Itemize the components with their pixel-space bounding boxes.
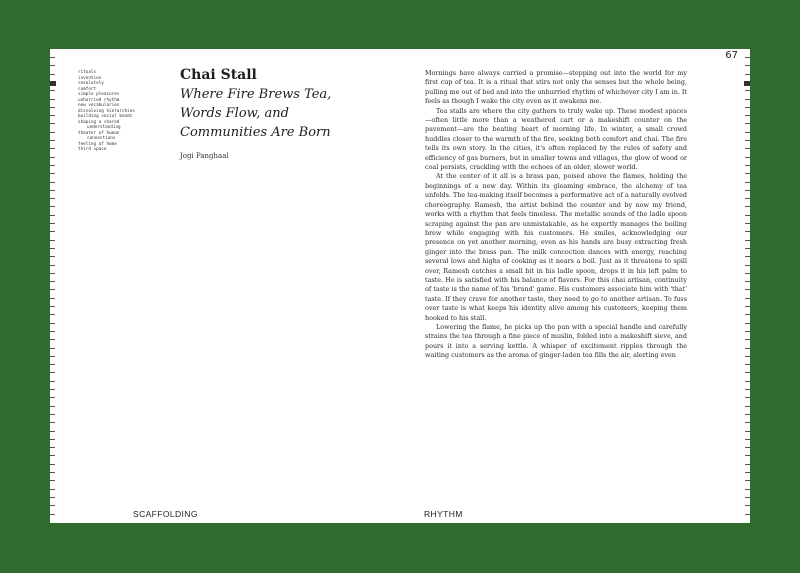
ruler-tick	[50, 472, 55, 473]
ruler-tick	[745, 74, 750, 75]
ruler-tick	[745, 356, 750, 357]
keyword-item: simple pleasures	[78, 92, 120, 97]
keyword-item: building social bonds	[78, 114, 133, 119]
ruler-tick	[50, 505, 55, 506]
ruler-tick	[745, 182, 750, 183]
ruler-tick	[50, 231, 55, 232]
ruler-tick	[745, 148, 750, 149]
ruler-tick	[745, 298, 750, 299]
ruler-tick	[50, 389, 55, 390]
ruler-tick	[50, 414, 55, 415]
paragraph: Lowering the flame, he picks up the pan with a special handle and carefully strains the tea through a fine piece of muslin, folded into a makeshift sieve, and pours it into a serving kettle. A whisper of excitement ripples through the waiting customers as the aroma of ginger-laden tea fills the air, alerting even	[425, 322, 687, 360]
subtitle-line: Words Flow, and	[180, 106, 289, 121]
footer-chapter-label: RHYTHM	[424, 509, 463, 519]
ruler-tick	[745, 431, 750, 432]
ruler-tick	[745, 115, 750, 116]
ruler-tick	[745, 248, 750, 249]
ruler-tick	[50, 439, 55, 440]
ruler-tick	[50, 256, 55, 257]
ruler-tick	[50, 157, 55, 158]
ruler-tick	[50, 339, 55, 340]
ruler-tick	[745, 406, 750, 407]
ruler-tick	[50, 314, 55, 315]
ruler-tick	[50, 331, 55, 332]
ruler-tick	[50, 132, 55, 133]
ruler-tick	[50, 489, 55, 490]
keyword-item: comfort	[78, 86, 97, 92]
ruler-tick	[50, 406, 55, 407]
ruler-tick	[745, 190, 750, 191]
ruler-tick	[50, 190, 55, 191]
ruler-tick	[50, 248, 55, 249]
ruler-tick	[50, 173, 55, 174]
ruler-tick	[745, 57, 750, 58]
ruler-tick	[50, 464, 55, 465]
keyword-item: understanding	[87, 125, 121, 130]
ruler-tick	[745, 505, 750, 506]
ruler-tick	[745, 165, 750, 166]
book-spread	[50, 49, 750, 523]
ruler-tick	[745, 447, 750, 448]
ruler-tick	[745, 306, 750, 307]
keyword-item: connections	[87, 136, 116, 141]
subtitle-line: Communities Are Born	[180, 125, 331, 140]
body-text	[425, 69, 687, 361]
keyword-item: rituals	[78, 70, 97, 75]
keyword-item: shaping a shared	[78, 119, 120, 125]
ruler-tick	[745, 455, 750, 456]
paragraph: Tea stalls are where the city gathers to truly wake up. These modest spaces—often little more than a weathered cart or a makeshift counter on the pavement—are the beating heart of morning life. In winter, a small crowd huddles closer to the warmth of the fire, seeking both comfort and chai. The fire tells its own story. In the cities, it's often replaced by the rules of safety and efficiency of gas burners, but in smaller towns and villages, the glow of wood or coal persists, crackling with the echoes of an older, slower world.	[425, 106, 687, 172]
ruler-tick	[745, 132, 750, 133]
ruler-tick	[50, 348, 55, 349]
article-title: Chai Stall	[180, 67, 257, 83]
ruler-tick	[745, 107, 750, 108]
footer-section-label: SCAFFOLDING	[133, 509, 198, 519]
paragraph: Mornings have always carried a promise—stepping out into the world for my first cup of tea. It is a ritual that stirs not only the senses but the whole being, pulling me out of bed and into the unhurried rhythm of whichever city I am in. It feels as though I wake the city even as it awakens me.	[425, 69, 687, 106]
ruler-tick	[50, 148, 55, 149]
subtitle-line: Where Fire Brews Tea,	[180, 87, 332, 102]
right-margin-ruler	[744, 49, 750, 523]
ruler-tick	[745, 422, 750, 423]
ruler-tick	[745, 472, 750, 473]
ruler-tick	[745, 99, 750, 100]
keyword-item: resolutely	[78, 81, 104, 86]
left-margin-ruler	[50, 49, 56, 523]
ruler-tick	[50, 223, 55, 224]
ruler-tick	[745, 497, 750, 498]
ruler-tick	[50, 422, 55, 423]
ruler-tick	[50, 372, 55, 373]
ruler-tick	[50, 198, 55, 199]
ruler-tick	[745, 256, 750, 257]
ruler-tick	[50, 165, 55, 166]
ruler-tick	[745, 231, 750, 232]
ruler-tick	[745, 414, 750, 415]
ruler-tick	[50, 65, 55, 66]
ruler-tick	[745, 480, 750, 481]
ruler-tick	[50, 99, 55, 100]
author-name: Jogi Panghaal	[180, 152, 229, 160]
ruler-tick	[745, 289, 750, 290]
ruler-tick	[745, 273, 750, 274]
paragraph: At the center of it all is a brass pan, poised above the flames, holding the beginnings of a new day. Within its gleaming embrace, the alchemy of tea unfolds. The tea-making itself becomes a performative act of a naturally evolved choreography. Ramesh, the artist behind the counter and by now my friend, works with a rhythm that feels timeless. The metallic sounds of the ladle spoon scraping against the pan are unmistakable, as he expertly manages the boiling brew while engaging with his customers. He smiles, acknowledging our presence on yet another morning, even as his hands are busy extracting fresh ginger into the brass pan. The milk concoction dances with energy, reaching several lows and highs of cooking as it nears a boil. Just as it threatens to spill over, Ramesh catches a small bit in his ladle spoon, drops it in his left palm to taste. He is satisfied with his balance of flavors. For this chai artisan, continuity of taste is the name of his 'brand' game. His customers associate him with 'that' taste. If they crave for another taste, they need to go to another artisan. To fuss over taste is what keeps his identity alive among his customers, keeping them hooked to his stall.	[425, 172, 687, 322]
ruler-marker	[744, 81, 750, 86]
ruler-marker	[50, 81, 56, 86]
ruler-tick	[50, 289, 55, 290]
ruler-tick	[50, 480, 55, 481]
ruler-tick	[745, 464, 750, 465]
ruler-tick	[745, 65, 750, 66]
page-number: 67	[725, 50, 738, 61]
ruler-tick	[50, 306, 55, 307]
ruler-tick	[50, 281, 55, 282]
ruler-tick	[50, 364, 55, 365]
ruler-tick	[745, 439, 750, 440]
keyword-item: new vocabularies	[78, 103, 120, 108]
keyword-item: unhurried rhythm	[78, 97, 120, 103]
keyword-list	[78, 70, 173, 153]
ruler-tick	[50, 381, 55, 382]
ruler-tick	[50, 215, 55, 216]
ruler-tick	[745, 339, 750, 340]
ruler-tick	[50, 455, 55, 456]
ruler-tick	[50, 323, 55, 324]
ruler-tick	[50, 356, 55, 357]
keyword-item: theater of human	[78, 130, 120, 136]
ruler-tick	[50, 182, 55, 183]
ruler-tick	[50, 57, 55, 58]
ruler-tick	[745, 397, 750, 398]
ruler-tick	[50, 140, 55, 141]
ruler-tick	[745, 381, 750, 382]
ruler-tick	[745, 364, 750, 365]
ruler-tick	[50, 206, 55, 207]
ruler-tick	[50, 123, 55, 124]
ruler-tick	[50, 115, 55, 116]
ruler-tick	[745, 265, 750, 266]
ruler-tick	[745, 348, 750, 349]
ruler-tick	[50, 397, 55, 398]
ruler-tick	[50, 90, 55, 91]
ruler-tick	[745, 314, 750, 315]
ruler-tick	[50, 431, 55, 432]
ruler-tick	[50, 497, 55, 498]
ruler-tick	[745, 372, 750, 373]
ruler-tick	[745, 240, 750, 241]
keyword-item: feeling of home	[78, 141, 117, 147]
ruler-tick	[745, 323, 750, 324]
ruler-tick	[745, 206, 750, 207]
ruler-tick	[50, 447, 55, 448]
ruler-tick	[745, 215, 750, 216]
ruler-tick	[50, 514, 55, 515]
ruler-tick	[745, 514, 750, 515]
ruler-tick	[745, 90, 750, 91]
keyword-item: dissolving hierarchies	[78, 108, 135, 114]
ruler-tick	[50, 107, 55, 108]
ruler-tick	[50, 74, 55, 75]
ruler-tick	[745, 198, 750, 199]
ruler-tick	[50, 273, 55, 274]
ruler-tick	[745, 223, 750, 224]
ruler-tick	[745, 331, 750, 332]
ruler-tick	[50, 265, 55, 266]
ruler-tick	[745, 140, 750, 141]
ruler-tick	[745, 173, 750, 174]
keyword-item: third space	[78, 147, 107, 152]
article-header	[180, 67, 380, 160]
ruler-tick	[50, 240, 55, 241]
ruler-tick	[50, 298, 55, 299]
ruler-tick	[745, 123, 750, 124]
ruler-tick	[745, 157, 750, 158]
ruler-tick	[745, 281, 750, 282]
ruler-tick	[745, 489, 750, 490]
ruler-tick	[745, 389, 750, 390]
keyword-item: invention	[78, 75, 102, 81]
article-subtitle	[180, 85, 380, 142]
